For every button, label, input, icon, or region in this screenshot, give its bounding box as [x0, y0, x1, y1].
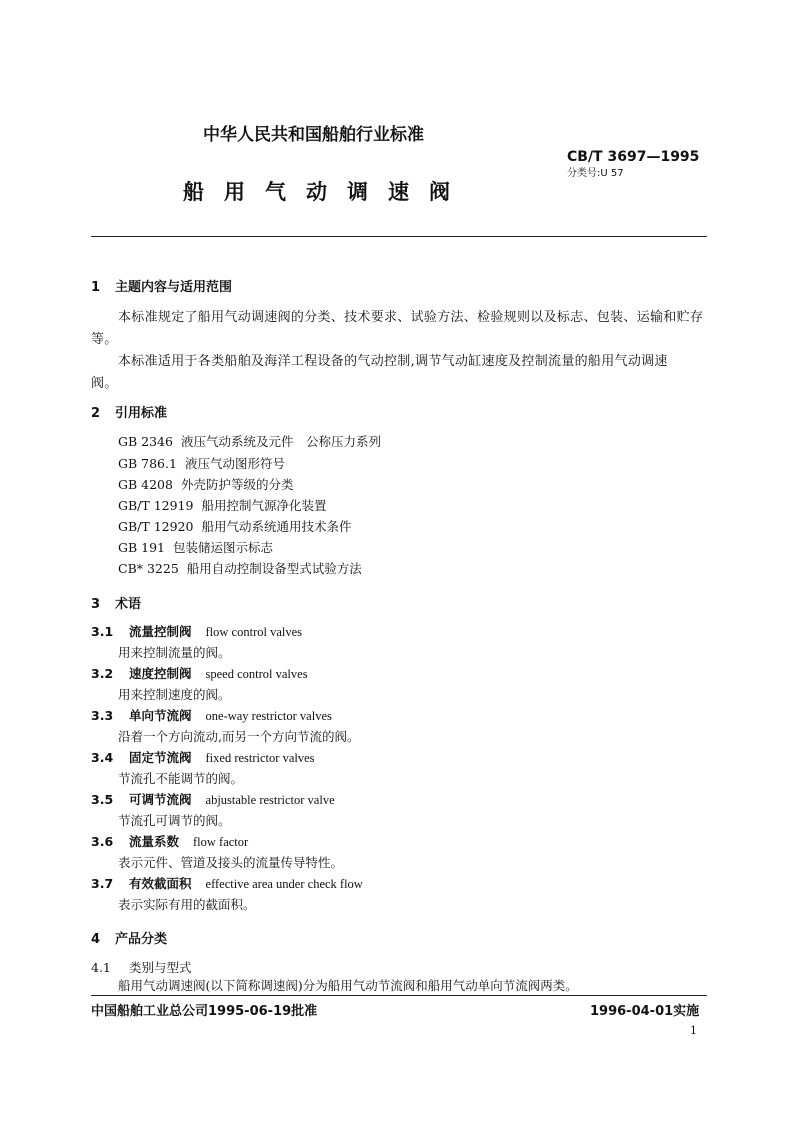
section-1-paragraph-2-line-1: 本标准适用于各类船舶及海洋工程设备的气动控制,调节气动缸速度及控制流量的船用气动调速	[118, 354, 668, 369]
term-english: fixed restrictor valves	[205, 751, 315, 765]
section-3-heading	[91, 593, 141, 612]
reference-item	[118, 432, 381, 450]
term-english: abjustable restrictor valve	[205, 793, 335, 807]
section-title: 引用标准	[115, 406, 168, 421]
organization-title: 中华人民共和国船舶行业标准	[203, 125, 424, 145]
classification-number: 分类号:U 57	[567, 168, 624, 179]
term-chinese: 速度控制阀	[129, 666, 192, 681]
term-number: 3.4	[91, 750, 114, 765]
reference-code: GB 4208	[118, 477, 173, 492]
section-1-paragraph-1-line-2: 等。	[91, 332, 118, 347]
page-number: 1	[690, 1024, 697, 1037]
term-entry	[91, 664, 308, 682]
reference-item	[118, 517, 351, 535]
reference-code: CB* 3225	[118, 561, 179, 576]
reference-code: GB/T 12919	[118, 498, 194, 513]
term-entry	[91, 874, 363, 892]
term-number: 3.7	[91, 876, 114, 891]
term-definition: 节流孔不能调节的阀。	[118, 771, 244, 786]
term-chinese: 流量控制阀	[129, 624, 192, 639]
reference-title: 外壳防护等级的分类	[180, 477, 294, 492]
subsection-number: 4.1	[91, 960, 111, 975]
reference-title: 液压气动图形符号	[184, 456, 285, 471]
standard-number: CB/T 3697—1995	[567, 149, 700, 165]
term-number: 3.1	[91, 624, 114, 639]
term-chinese: 有效截面积	[129, 876, 192, 891]
term-english: flow control valves	[205, 625, 303, 639]
reference-code: GB 786.1	[118, 456, 177, 471]
implementation-statement: 1996-04-01实施	[590, 1004, 700, 1019]
section-title: 产品分类	[115, 932, 168, 947]
reference-title: 包装储运图示标志	[173, 540, 274, 555]
section-number: 4	[91, 932, 101, 947]
term-number: 3.5	[91, 792, 114, 807]
subsection-4-1-text: 船用气动调速阀(以下简称调速阀)分为船用气动节流阀和船用气动单向节流阀两类。	[118, 978, 578, 993]
term-english: effective area under check flow	[205, 877, 363, 891]
reference-item	[118, 496, 326, 514]
term-definition: 沿着一个方向流动,而另一个方向节流的阀。	[118, 729, 360, 744]
reference-title: 船用自动控制设备型式试验方法	[186, 561, 362, 576]
term-definition: 用来控制速度的阀。	[118, 687, 231, 702]
section-number: 1	[91, 280, 101, 295]
term-english: one-way restrictor valves	[205, 709, 332, 723]
section-1-paragraph-1-line-1: 本标准规定了船用气动调速阀的分类、技术要求、试验方法、检验规则以及标志、包装、运输和贮存	[118, 310, 704, 325]
term-chinese: 流量系数	[129, 834, 180, 849]
reference-item	[118, 454, 285, 472]
term-number: 3.6	[91, 834, 114, 849]
term-definition: 表示实际有用的截面积。	[118, 897, 256, 912]
reference-code: GB 2346	[118, 434, 173, 449]
term-entry	[91, 832, 248, 850]
section-1-heading	[91, 276, 232, 295]
term-chinese: 可调节流阀	[129, 792, 192, 807]
reference-title: 船用控制气源净化装置	[201, 498, 327, 513]
term-definition: 表示元件、管道及接头的流量传导特性。	[118, 855, 344, 870]
term-chinese: 单向节流阀	[129, 708, 192, 723]
term-english: flow factor	[193, 835, 249, 849]
section-4-heading	[91, 928, 167, 947]
subsection-title: 类别与型式	[129, 960, 192, 975]
reference-item	[118, 475, 293, 493]
term-definition: 用来控制流量的阀。	[118, 645, 231, 660]
reference-item	[118, 559, 362, 577]
term-chinese: 固定节流阀	[129, 750, 192, 765]
section-title: 主题内容与适用范围	[115, 280, 233, 295]
header-divider	[91, 236, 707, 237]
reference-code: GB 191	[118, 540, 166, 555]
document-title: 船用气动调速阀	[183, 180, 470, 204]
term-entry	[91, 706, 332, 724]
reference-item	[118, 538, 273, 556]
section-title: 术语	[115, 597, 142, 612]
approval-statement: 中国船舶工业总公司1995-06-19批准	[91, 1004, 318, 1019]
subsection-4-1-heading	[91, 958, 192, 976]
footer-divider	[91, 995, 707, 996]
term-number: 3.2	[91, 666, 114, 681]
reference-title: 液压气动系统及元件 公称压力系列	[180, 434, 381, 449]
section-2-heading	[91, 402, 167, 421]
term-entry	[91, 622, 302, 640]
term-english: speed control valves	[205, 667, 308, 681]
term-definition: 节流孔可调节的阀。	[118, 813, 231, 828]
reference-title: 船用气动系统通用技术条件	[201, 519, 352, 534]
section-number: 2	[91, 406, 101, 421]
term-number: 3.3	[91, 708, 114, 723]
term-entry	[91, 790, 335, 808]
section-number: 3	[91, 597, 101, 612]
reference-code: GB/T 12920	[118, 519, 194, 534]
section-1-paragraph-2-line-2: 阀。	[91, 376, 118, 391]
term-entry	[91, 748, 315, 766]
